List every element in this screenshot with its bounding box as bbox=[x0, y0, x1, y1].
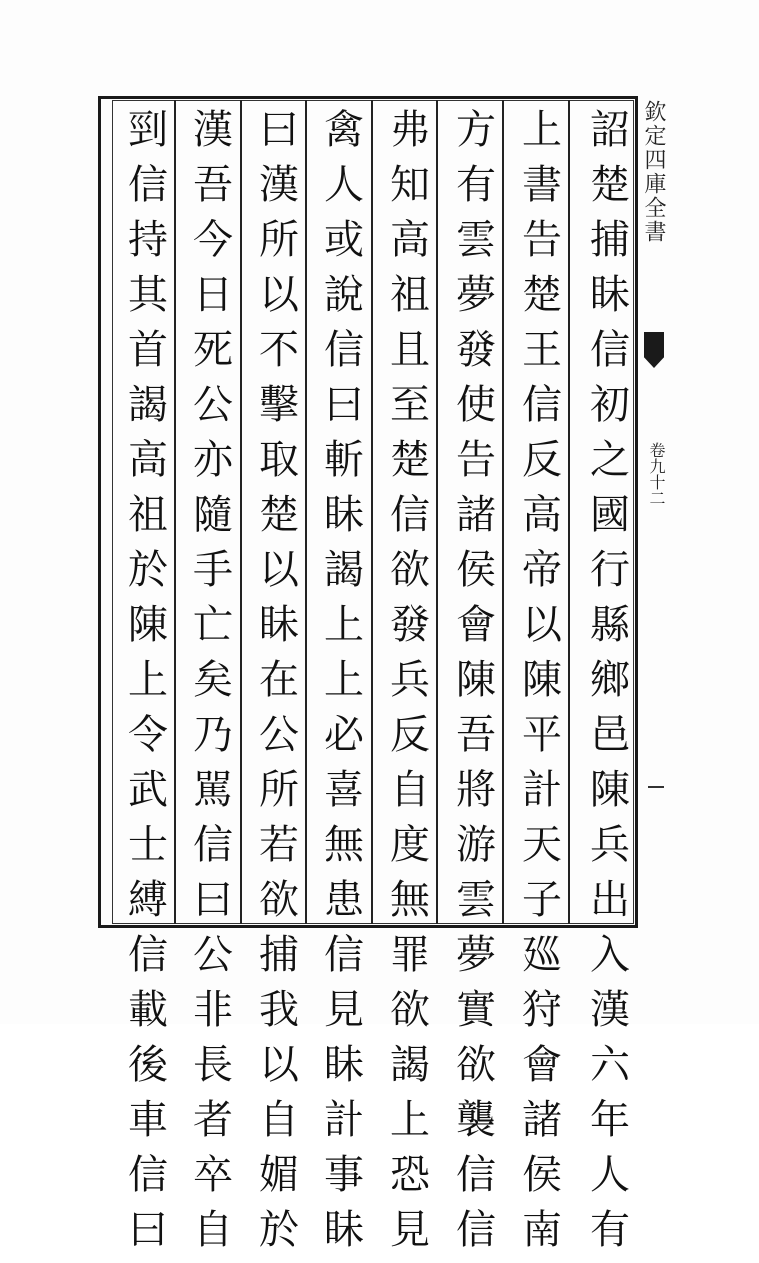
column-text: 詔楚捕眛信初之國行縣鄉邑陳兵出入漢六年人有 bbox=[583, 108, 630, 1263]
column-rule bbox=[568, 100, 570, 924]
text-column-6 bbox=[247, 108, 303, 1263]
column-rule bbox=[174, 100, 176, 924]
column-text: 漢吾今日死公亦隨手亡矣乃駡信曰公非長者卒自 bbox=[186, 108, 233, 1263]
column-rule bbox=[305, 100, 307, 924]
text-column-1 bbox=[578, 108, 634, 1263]
margin-title: 欽定四庫全書 bbox=[641, 100, 666, 244]
column-text: 弗知高祖且至楚信欲發兵反自度無罪欲謁上恐見 bbox=[383, 108, 430, 1263]
column-text: 方有雲夢發使告諸侯會陳吾將游雲夢實欲襲信信 bbox=[449, 108, 496, 1263]
margin-volume: 卷九十二 bbox=[647, 442, 666, 506]
column-text: 上書告楚王信反高帝以陳平計天子廵狩會諸侯南 bbox=[515, 108, 562, 1263]
column-text: 曰漢所以不擊取楚以眛在公所若欲捕我以自媚於 bbox=[252, 108, 299, 1263]
text-column-2 bbox=[510, 108, 566, 1263]
column-rule bbox=[371, 100, 373, 924]
column-text: 剄信持其首謁高祖於陳上令武士縛信載後車信曰 bbox=[121, 108, 168, 1263]
column-text: 禽人或說信曰斬眛謁上上必喜無患信見眛計事眛 bbox=[317, 108, 364, 1263]
text-column-5 bbox=[312, 108, 368, 1263]
column-rule bbox=[436, 100, 438, 924]
text-column-7 bbox=[181, 108, 237, 1263]
text-column-8 bbox=[116, 108, 172, 1263]
text-column-3 bbox=[444, 108, 500, 1263]
column-rule bbox=[240, 100, 242, 924]
text-column-4 bbox=[378, 108, 434, 1263]
margin-tick bbox=[648, 786, 664, 788]
column-rule bbox=[502, 100, 504, 924]
